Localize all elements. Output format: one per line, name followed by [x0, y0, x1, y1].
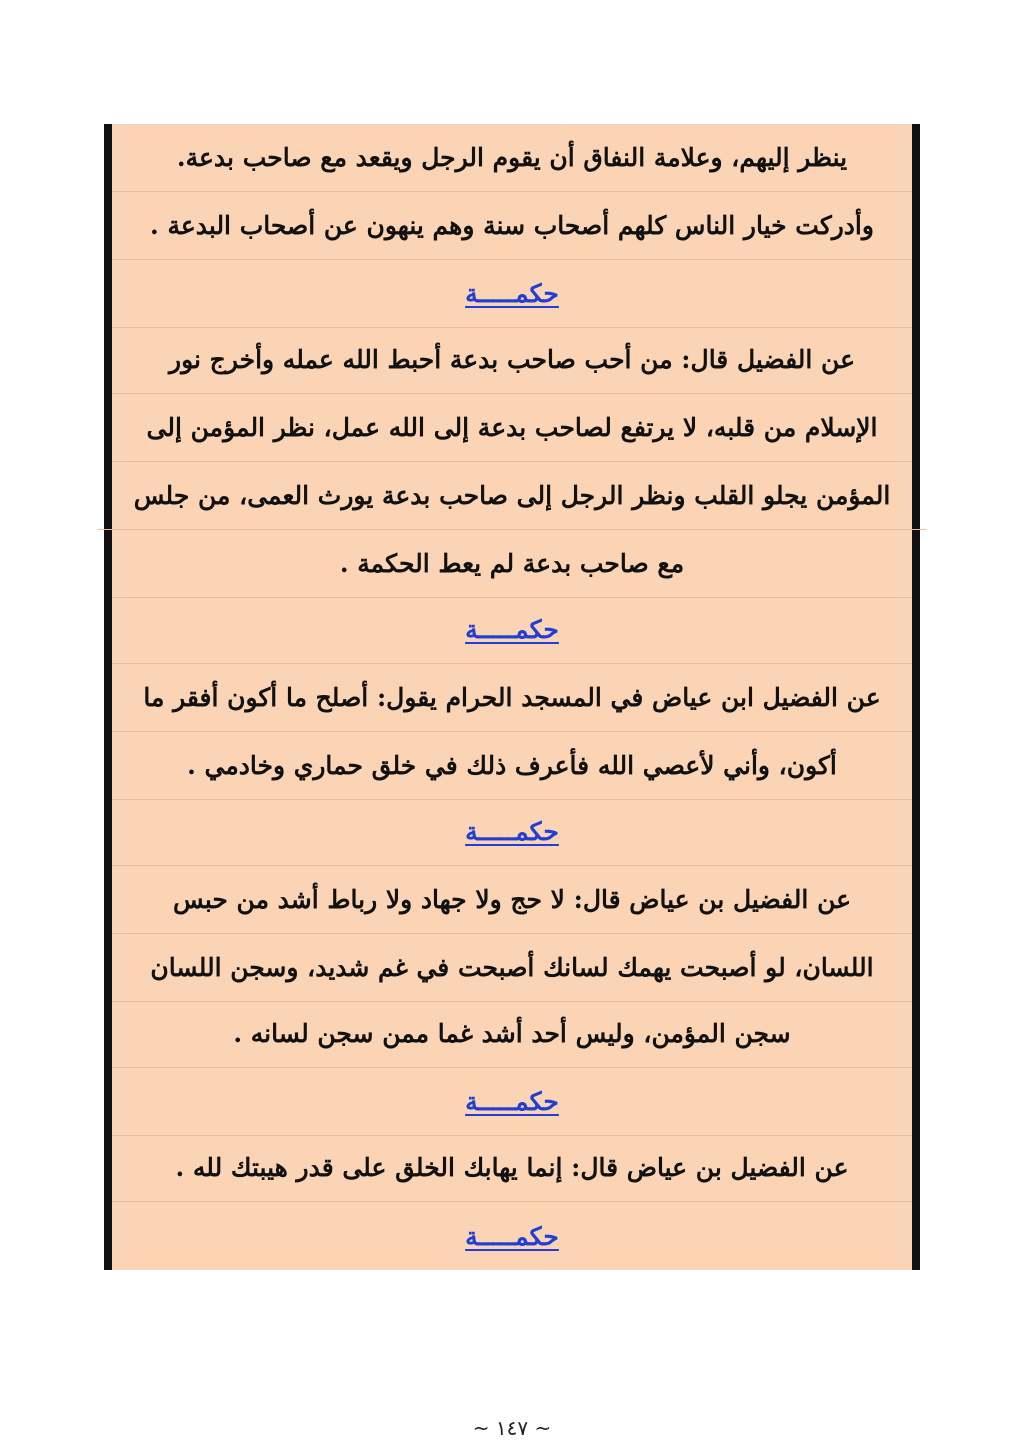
section-heading[interactable]: حكمـــــة	[465, 1221, 559, 1251]
page-number: ~ ١٤٧ ~	[472, 1416, 552, 1440]
text-line: عن الفضيل بن عياض قال: لا حج ولا جهاد ولا رباط أشد من حبس	[112, 866, 912, 934]
section-heading[interactable]: حكمـــــة	[112, 260, 912, 328]
text-line: سجن المؤمن، وليس أحد أشد غما ممن سجن لسانه .	[112, 1000, 912, 1068]
text-line: الإسلام من قلبه، لا يرتفع لصاحب بدعة إلى الله عمل، نظر المؤمن إلى	[112, 394, 912, 462]
text-line: اللسان، لو أصبحت يهمك لسانك أصبحت في غم شديد، وسجن اللسان	[112, 934, 912, 1002]
text-line: عن الفضيل ابن عياض في المسجد الحرام يقول: أصلح ما أكون أفقر ما	[112, 664, 912, 732]
section-heading[interactable]: حكمـــــة	[112, 1068, 912, 1136]
text-panel	[104, 124, 920, 1270]
section-heading[interactable]: حكمـــــة	[112, 596, 912, 664]
text-line: أكون، وأني لأعصي الله فأعرف ذلك في خلق حماري وخادمي .	[112, 732, 912, 800]
text-line: مع صاحب بدعة لم يعط الحكمة .	[112, 530, 912, 598]
text-line: وأدركت خيار الناس كلهم أصحاب سنة وهم ينهون عن أصحاب البدعة .	[112, 192, 912, 260]
text-line: عن الفضيل بن عياض قال: إنما يهابك الخلق على قدر هيبتك لله .	[112, 1134, 912, 1202]
section-heading[interactable]: حكمـــــة	[112, 798, 912, 866]
text-line: عن الفضيل قال: من أحب صاحب بدعة أحبط الله عمله وأخرج نور	[112, 326, 912, 394]
text-line: ينظر إليهم، وعلامة النفاق أن يقوم الرجل ويقعد مع صاحب بدعة.	[112, 124, 912, 192]
text-line: المؤمن يجلو القلب ونظر الرجل إلى صاحب بدعة يورث العمى، من جلس	[98, 462, 926, 530]
